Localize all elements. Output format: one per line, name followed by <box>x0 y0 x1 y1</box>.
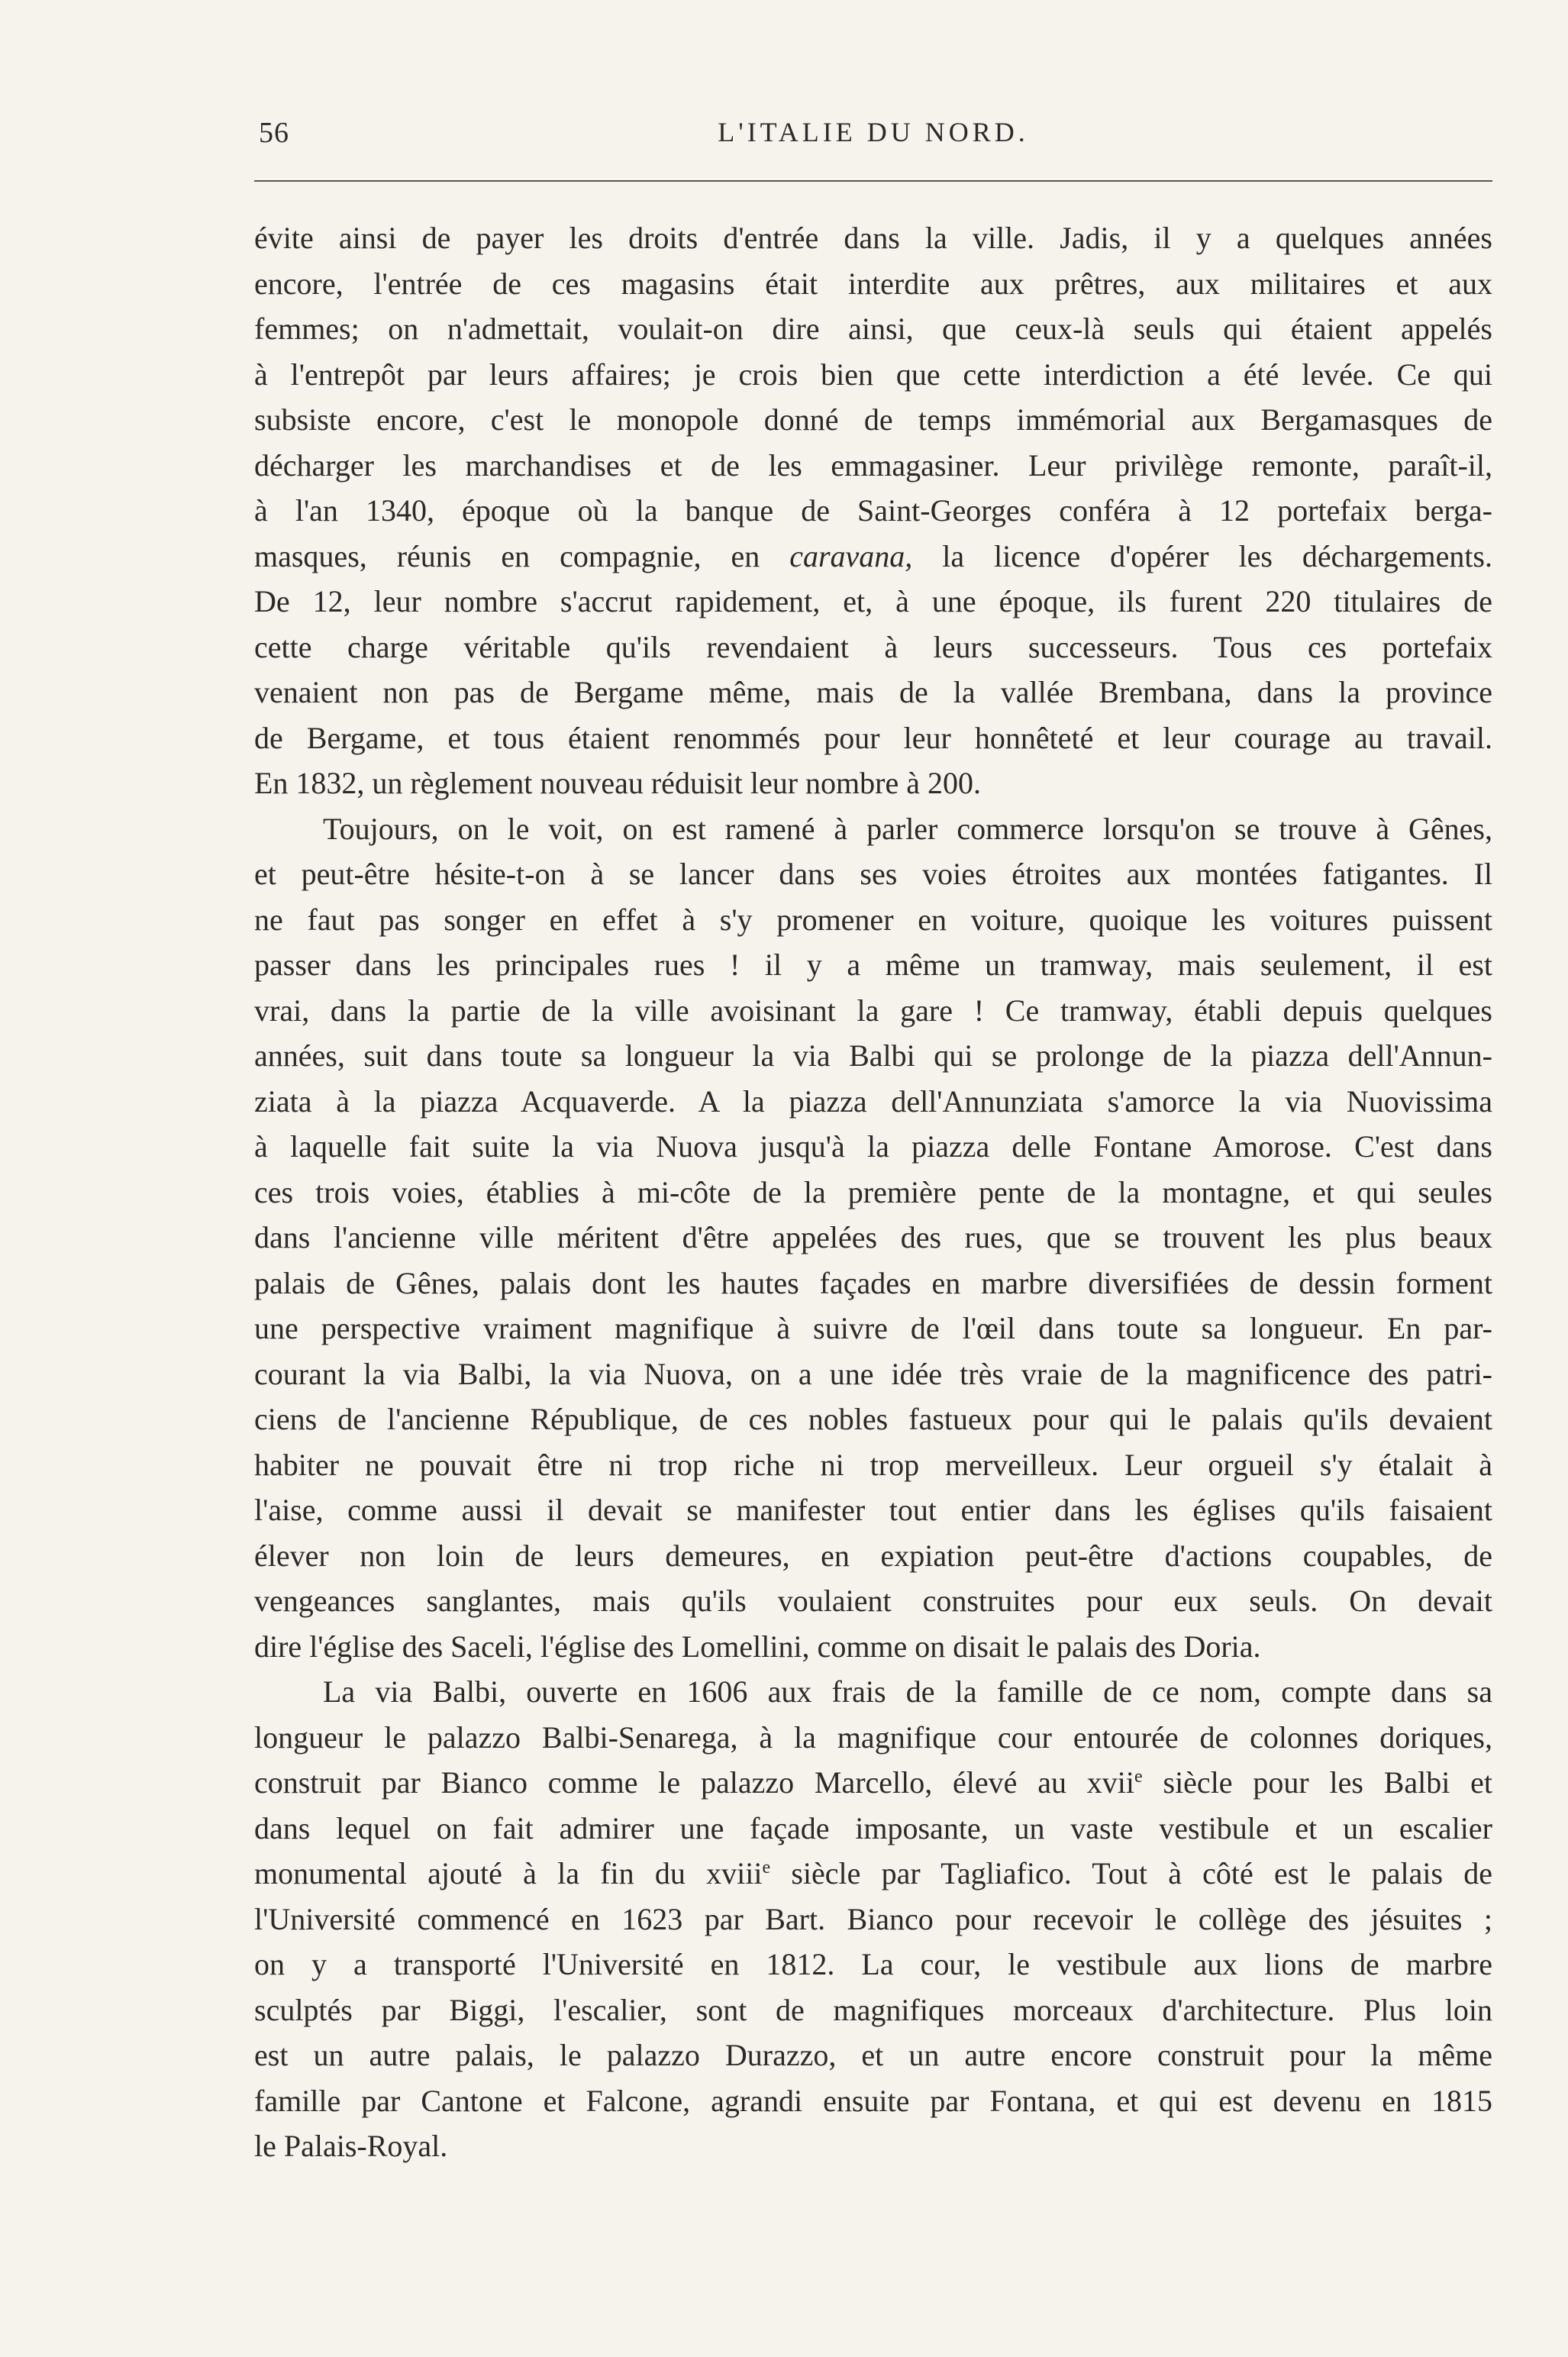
text-segment: siècle par Tagliafico. Tout à côté est le palais de <box>791 1856 1493 1890</box>
text-line: encore, l'entrée de ces magasins était interdite aux prêtres, aux militaires et aux <box>254 266 1492 301</box>
text-segment: siècle pour les Balbi et <box>1163 1765 1493 1800</box>
text-line: cette charge véritable qu'ils revendaient à leurs successeurs. Tous ces portefaix <box>254 629 1492 664</box>
page-number: 56 <box>259 117 289 149</box>
text-line: élever non loin de leurs demeures, en expiation peut-être d'actions coupables, de <box>254 1538 1492 1573</box>
page-header <box>254 116 1492 162</box>
text-line: à l'an 1340, époque où la banque de Saint-Georges conféra à 12 portefaix berga- <box>254 493 1492 528</box>
text-segment: masques, réunis en compagnie, en <box>254 538 760 573</box>
text-line: dans l'ancienne ville méritent d'être appelées des rues, que se trouvent les plus beaux <box>254 1220 1492 1254</box>
text-line: de Bergame, et tous étaient renommés pour leur honnêteté et leur courage au travail. <box>254 720 1492 755</box>
superscript: e <box>1134 1767 1143 1787</box>
text-line: Toujours, on le voit, on est ramené à parler commerce lorsqu'on se trouve à Gênes, <box>323 811 1492 846</box>
text-line: dire l'église des Saceli, l'église des Lomellini, comme on disait le palais des Doria. <box>254 1629 1261 1664</box>
text-line: ne faut pas songer en effet à s'y promener en voiture, quoique les voitures puissent <box>254 902 1492 937</box>
paragraph-2 <box>254 806 1492 1670</box>
text-line: courant la via Balbi, la via Nuova, on a une idée très vraie de la magnificence des patri- <box>254 1356 1492 1391</box>
text-line: La via Balbi, ouverte en 1606 aux frais de la famille de ce nom, compte dans sa <box>323 1674 1492 1709</box>
text-line: le Palais-Royal. <box>254 2129 448 2163</box>
text-line: En 1832, un règlement nouveau réduisit leur nombre à 200. <box>254 766 981 800</box>
text-segment: la licence d'opérer les déchargements. <box>942 538 1492 573</box>
text-line: femmes; on n'admettait, voulait-on dire ainsi, que ceux-là seuls qui étaient appelés <box>254 312 1492 346</box>
text-body <box>254 215 1492 2169</box>
text-line: ciens de l'ancienne République, de ces nobles fastueux pour qui le palais qu'ils devaient <box>254 1402 1492 1436</box>
paragraph-3 <box>254 1669 1492 2169</box>
text-line: habiter ne pouvait être ni trop riche ni trop merveilleux. Leur orgueil s'y étalait à <box>254 1447 1492 1482</box>
text-line: ces trois voies, établies à mi-côte de la première pente de la montagne, et qui seules <box>254 1174 1492 1209</box>
text-line: l'Université commencé en 1623 par Bart. Bianco pour recevoir le collège des jésuites ; <box>254 1901 1492 1936</box>
text-segment: construit par Bianco comme le palazzo Marcello, élevé au <box>254 1765 1066 1800</box>
running-title: L'ITALIE DU NORD. <box>718 117 1029 147</box>
text-line: à laquelle fait suite la via Nuova jusqu'à la piazza delle Fontane Amorose. C'est dans <box>254 1129 1492 1164</box>
text-line: famille par Cantone et Falcone, agrandi ensuite par Fontana, et qui est devenu en 1815 <box>254 2083 1492 2118</box>
text-line <box>254 534 1492 580</box>
text-line: longueur le palazzo Balbi-Senarega, à la magnifique cour entourée de colonnes doriques, <box>254 1719 1492 1755</box>
text-line: palais de Gênes, palais dont les hautes façades en marbre diversifiées de dessin forment <box>254 1265 1492 1300</box>
century-numeral: xvii <box>1086 1765 1135 1800</box>
text-line: sculptés par Biggi, l'escalier, sont de magnifiques morceaux d'architecture. Plus loin <box>254 1992 1492 2027</box>
text-line: est un autre palais, le palazzo Durazzo, et un autre encore construit pour la même <box>254 2038 1492 2072</box>
text-line: à l'entrepôt par leurs affaires; je crois bien que cette interdiction a été levée. Ce qui <box>254 357 1492 392</box>
text-line <box>254 1760 1492 1806</box>
text-line: vrai, dans la partie de la ville avoisinant la gare ! Ce tramway, établi depuis quelques <box>254 993 1492 1028</box>
text-line: venaient non pas de Bergame même, mais de la vallée Brembana, dans la province <box>254 675 1492 709</box>
header-rule <box>254 180 1492 182</box>
text-line <box>254 1851 1492 1897</box>
text-line: décharger les marchandises et de les emmagasiner. Leur privilège remonte, paraît-il, <box>254 447 1492 483</box>
text-line: dans lequel on fait admirer une façade imposante, un vaste vestibule et un escalier <box>254 1810 1492 1845</box>
text-line: et peut-être hésite-t-on à se lancer dans ses voies étroites aux montées fatigantes. Il <box>254 857 1492 891</box>
italic-term: caravana, <box>789 538 913 573</box>
text-line: années, suit dans toute sa longueur la via Balbi qui se prolonge de la piazza dell'Annun- <box>254 1038 1492 1073</box>
text-line: vengeances sanglantes, mais qu'ils voulaient construites pour eux seuls. On devait <box>254 1584 1492 1618</box>
text-line: l'aise, comme aussi il devait se manifester tout entier dans les églises qu'ils faisaient <box>254 1493 1492 1527</box>
text-line: ziata à la piazza Acquaverde. A la piazza dell'Annunziata s'amorce la via Nuovissima <box>254 1083 1492 1119</box>
text-segment: monumental ajouté à la fin du <box>254 1856 686 1890</box>
superscript: e <box>762 1858 771 1878</box>
text-line: De 12, leur nombre s'accrut rapidement, et, à une époque, ils furent 220 titulaires de <box>254 584 1492 618</box>
text-line: évite ainsi de payer les droits d'entrée dans la ville. Jadis, il y a quelques années <box>254 221 1492 255</box>
century-numeral: xviii <box>706 1856 763 1890</box>
paragraph-1 <box>254 215 1492 806</box>
text-line: passer dans les principales rues ! il y a même un tramway, mais seulement, il est <box>254 948 1492 982</box>
text-line: on y a transporté l'Université en 1812. La cour, le vestibule aux lions de marbre <box>254 1947 1492 1981</box>
text-line: subsiste encore, c'est le monopole donné de temps immémorial aux Bergamasques de <box>254 402 1492 437</box>
text-line: une perspective vraiment magnifique à suivre de l'œil dans toute sa longueur. En par- <box>254 1311 1492 1345</box>
